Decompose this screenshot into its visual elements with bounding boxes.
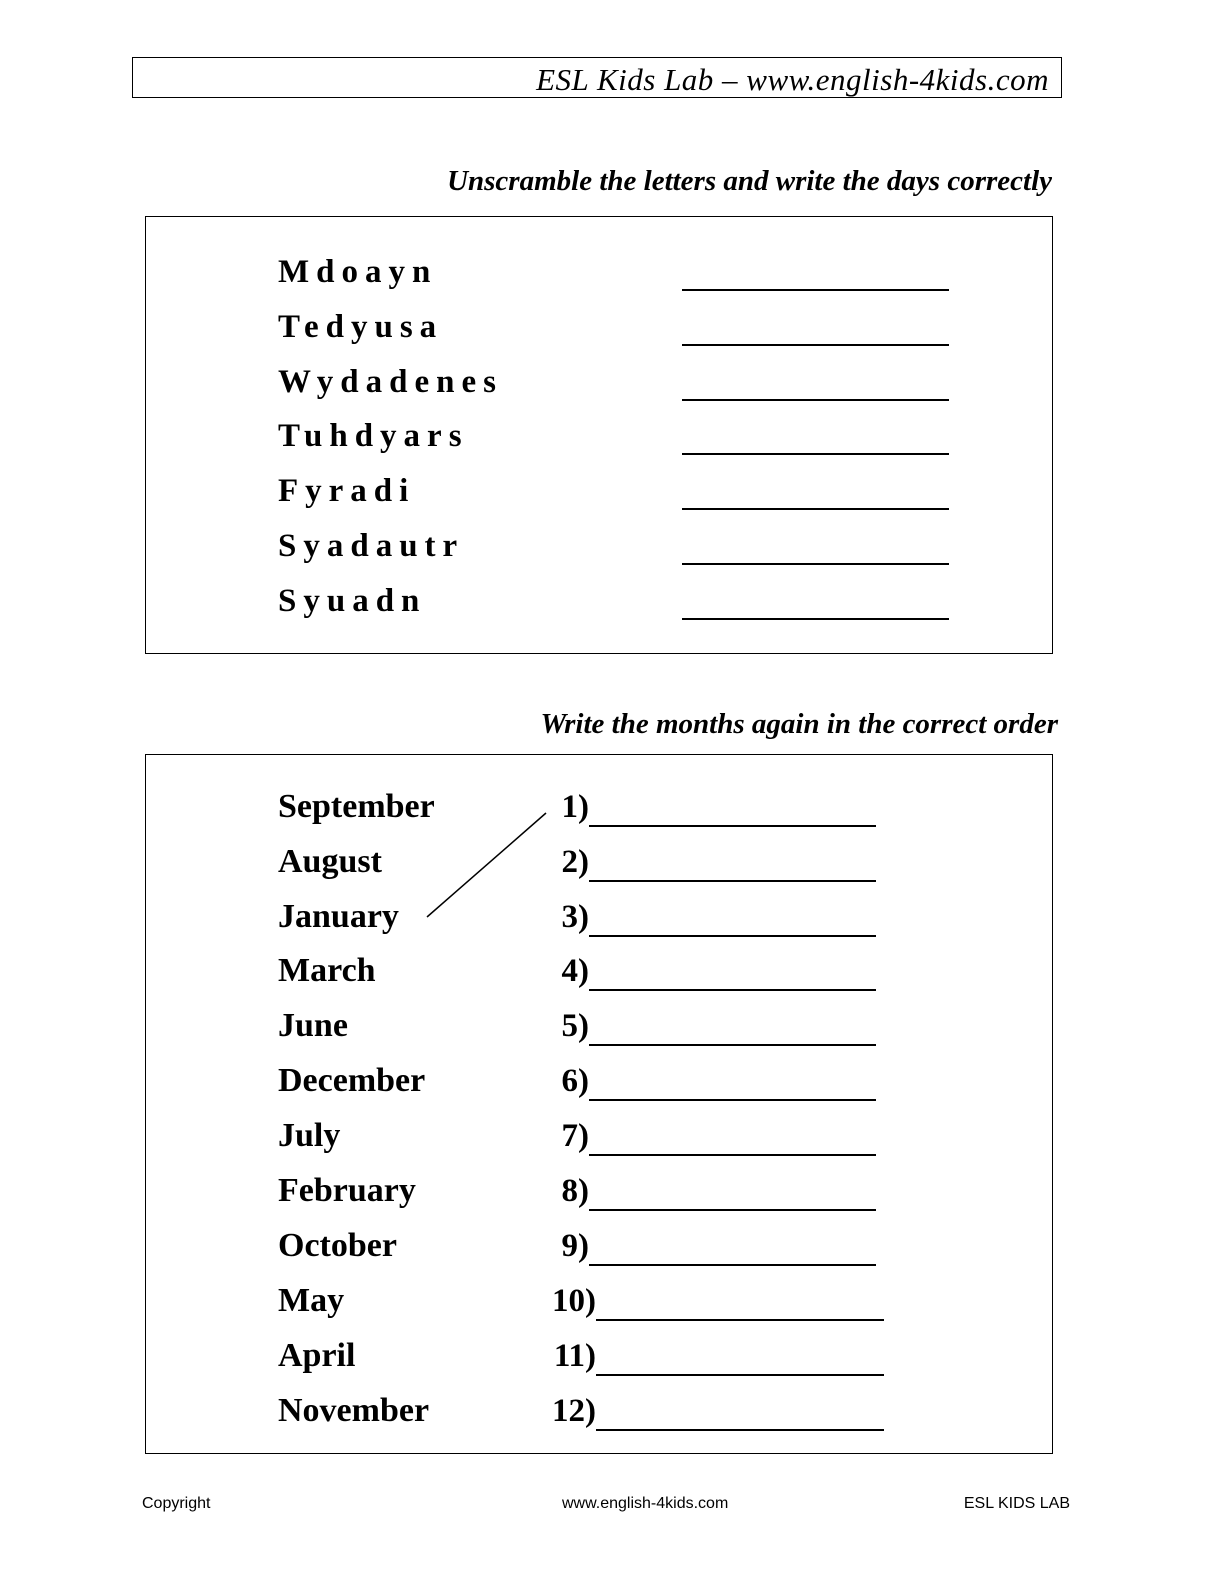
order-slot[interactable] <box>546 1283 876 1323</box>
order-number: 2) <box>561 844 589 880</box>
scrambled-word: Mdoayn <box>278 254 438 290</box>
order-slot[interactable] <box>546 1338 876 1378</box>
scrambled-word: Syuadn <box>278 583 427 619</box>
month-name: December <box>278 1062 426 1099</box>
months-panel <box>145 754 1053 1454</box>
answer-line[interactable] <box>682 399 949 401</box>
scrambled-word: Wydadenes <box>278 364 503 400</box>
order-number: 1) <box>561 789 589 825</box>
order-number: 6) <box>561 1063 589 1099</box>
scrambled-word: Fyradi <box>278 473 416 509</box>
order-slot[interactable] <box>546 1063 876 1103</box>
days-instruction: Unscramble the letters and write the days correctly <box>447 165 1052 197</box>
month-name: September <box>278 788 435 825</box>
order-number: 4) <box>561 953 589 989</box>
footer-website: www.english-4kids.com <box>562 1495 729 1512</box>
month-name: March <box>278 952 376 989</box>
order-number: 10) <box>552 1283 596 1319</box>
example-connector-stroke <box>427 813 546 917</box>
months-instruction: Write the months again in the correct order <box>540 708 1058 740</box>
order-answer-line[interactable] <box>589 935 876 937</box>
answer-line[interactable] <box>682 563 949 565</box>
order-answer-line[interactable] <box>589 880 876 882</box>
header-box <box>132 57 1062 98</box>
footer-brand: ESL KIDS LAB <box>963 1495 1070 1512</box>
scrambled-word: Tuhdyars <box>278 418 469 454</box>
order-number: 7) <box>561 1118 589 1154</box>
order-answer-line[interactable] <box>589 825 876 827</box>
order-answer-line[interactable] <box>596 1429 884 1431</box>
order-slot[interactable] <box>546 899 876 939</box>
answer-line[interactable] <box>682 618 949 620</box>
order-answer-line[interactable] <box>589 1044 876 1046</box>
month-name: August <box>278 843 382 880</box>
month-name: July <box>278 1117 341 1154</box>
order-answer-line[interactable] <box>589 989 876 991</box>
month-name: February <box>278 1172 416 1209</box>
footer-copyright: Copyright <box>142 1495 211 1512</box>
order-slot[interactable] <box>546 789 876 829</box>
order-answer-line[interactable] <box>589 1209 876 1211</box>
order-slot[interactable] <box>546 1118 876 1158</box>
order-number: 8) <box>561 1173 589 1209</box>
order-slot[interactable] <box>546 1008 876 1048</box>
answer-line[interactable] <box>682 453 949 455</box>
order-answer-line[interactable] <box>596 1374 884 1376</box>
order-slot[interactable] <box>546 953 876 993</box>
order-number: 11) <box>553 1338 596 1374</box>
order-slot[interactable] <box>546 1393 876 1433</box>
order-slot[interactable] <box>546 1173 876 1213</box>
order-answer-line[interactable] <box>589 1099 876 1101</box>
month-name: May <box>278 1282 345 1319</box>
order-answer-line[interactable] <box>589 1264 876 1266</box>
scrambled-word: Syadautr <box>278 528 465 564</box>
answer-line[interactable] <box>682 508 949 510</box>
order-number: 9) <box>561 1228 589 1264</box>
scrambled-word: Tedyusa <box>278 309 444 345</box>
order-answer-line[interactable] <box>596 1319 884 1321</box>
month-name: January <box>278 898 399 935</box>
month-name: October <box>278 1227 397 1264</box>
order-slot[interactable] <box>546 1228 876 1268</box>
month-name: June <box>278 1007 348 1044</box>
answer-line[interactable] <box>682 344 949 346</box>
header-title: ESL Kids Lab – www.english-4kids.com <box>536 62 1049 97</box>
days-panel <box>145 216 1053 654</box>
order-slot[interactable] <box>546 844 876 884</box>
order-number: 5) <box>561 1008 589 1044</box>
order-number: 12) <box>552 1393 596 1429</box>
order-answer-line[interactable] <box>589 1154 876 1156</box>
answer-line[interactable] <box>682 289 949 291</box>
order-number: 3) <box>561 899 589 935</box>
month-name: November <box>278 1392 430 1429</box>
month-name: April <box>278 1337 356 1374</box>
